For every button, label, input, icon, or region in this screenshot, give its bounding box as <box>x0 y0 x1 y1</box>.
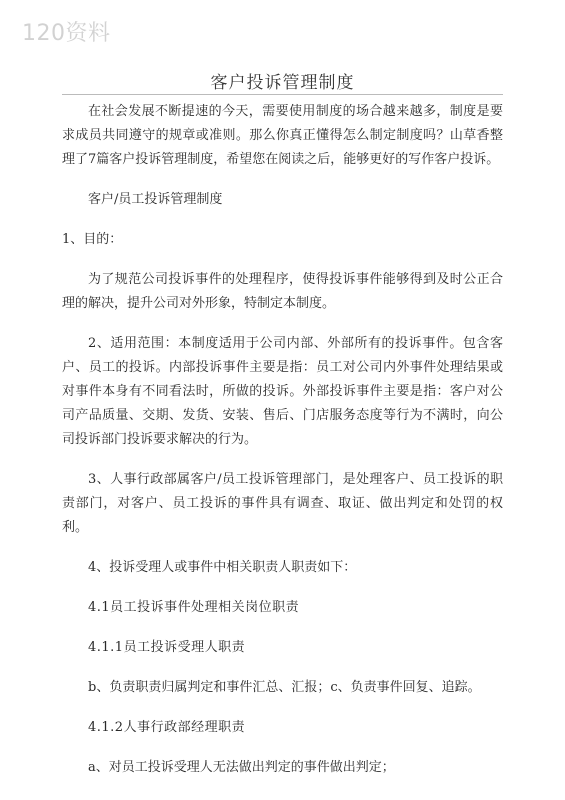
clause-3-text: 3、人事行政部属客户/员工投诉管理部门，是处理客户、员工投诉的职责部门，对客户、员工投诉的事件具有调查、取证、做出判定和处罚的权利。 <box>62 472 503 535</box>
document-body <box>62 100 503 796</box>
section-heading: 客户/员工投诉管理制度 <box>88 192 223 207</box>
watermark-logo: 120资料 <box>22 21 111 46</box>
clause-4-1-2-heading: 4.1.2人事行政部经理职责 <box>88 720 246 735</box>
clause-2-text: 2、适用范围：本制度适用于公司内部、外部所有的投诉事件。包含客户、员工的投诉。内部投诉事件主要是指：员工对公司内外事件处理结果或对事件本身有不同看法时，所做的投诉。外部投诉事件主要是指：客户对公司产品质量、交期、发货、安装、售后、门店服务态度等行为不满时，向公司投诉部门投诉要求解决的行为。 <box>62 336 503 447</box>
clause-4-1-heading: 4.1员工投诉事件处理相关岗位职责 <box>88 600 300 615</box>
clause-4-text: 4、投诉受理人或事件中相关职责人职责如下： <box>88 560 357 575</box>
intro-paragraph: 在社会发展不断提速的今天，需要使用制度的场合越来越多，制度是要求成员共同遵守的规章或准则。那么你真正懂得怎么制定制度吗？山草香整理了7篇客户投诉管理制度，希望您在阅读之后，能够更好的写作客户投诉。 <box>62 104 503 167</box>
clause-4-1-2-text: a、对员工投诉受理人无法做出判定的事件做出判定； <box>88 760 395 775</box>
clause-1-heading: 1、目的： <box>62 232 123 247</box>
clause-4-1-1-heading: 4.1.1员工投诉受理人职责 <box>88 640 246 655</box>
title-divider <box>62 94 503 95</box>
document-title: 客户投诉管理制度 <box>210 73 355 93</box>
clause-4-1-1-text: b、负责职责归属判定和事件汇总、汇报；c、负责事件回复、追踪。 <box>88 680 481 695</box>
clause-1-text: 为了规范公司投诉事件的处理程序，使得投诉事件能够得到及时公正合理的解决，提升公司对外形象，特制定本制度。 <box>62 272 503 311</box>
